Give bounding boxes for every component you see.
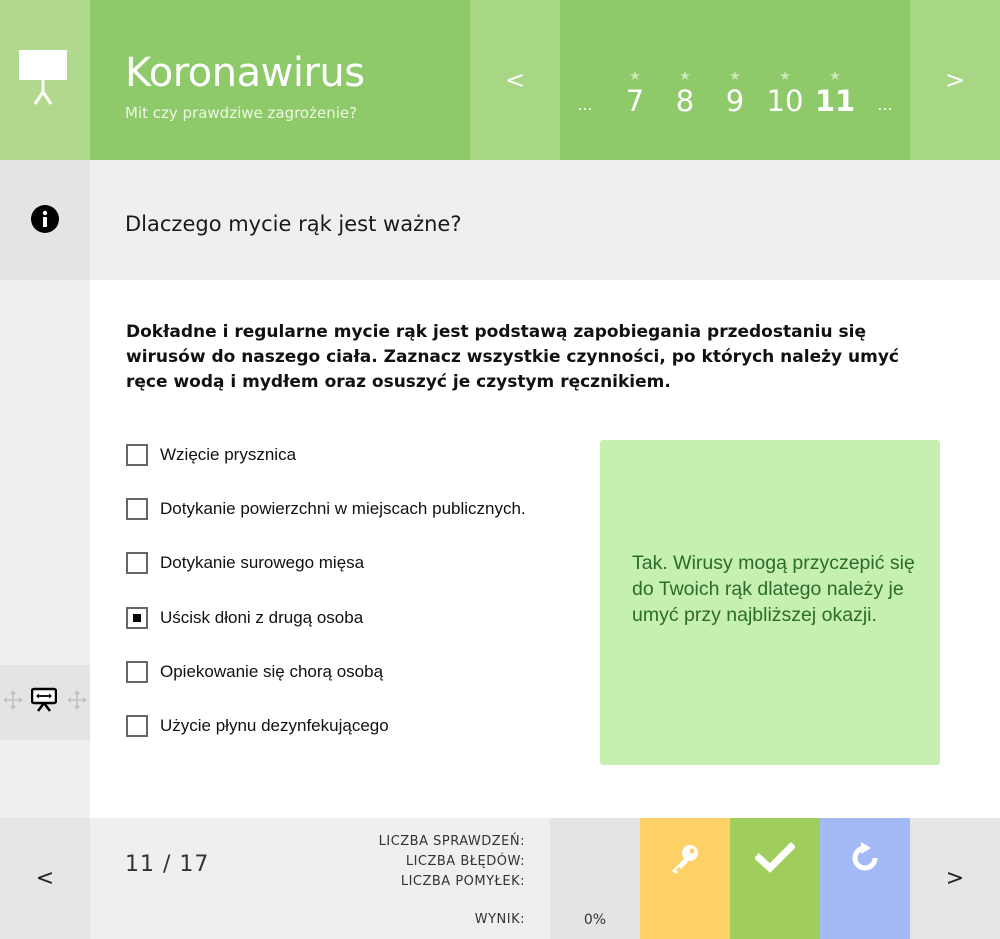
question-title: Dlaczego mycie rąk jest ważne? xyxy=(125,212,462,236)
score-value: 0% xyxy=(583,912,607,928)
answer-option[interactable]: Opiekowanie się chorą osobą xyxy=(126,658,383,686)
page-7[interactable]: ★ 7 xyxy=(610,70,660,118)
move-icon[interactable] xyxy=(67,690,87,710)
reset-icon xyxy=(847,840,883,876)
feedback-text: Tak. Wirusy mogą przyczepić się do Twoich rąk dlatego należy je umyć przy najbliższej okazji. xyxy=(632,552,915,626)
feedback-panel xyxy=(600,440,940,765)
check-answer-button[interactable] xyxy=(730,818,820,939)
checkbox[interactable] xyxy=(126,715,148,737)
page-10[interactable]: ★ 10 xyxy=(760,70,810,118)
app-title: Koronawirus xyxy=(125,50,365,96)
move-icon[interactable] xyxy=(3,690,23,710)
checkmark-icon xyxy=(755,842,795,874)
star-icon: ★ xyxy=(779,69,791,84)
question-bar xyxy=(90,160,1000,280)
info-panel xyxy=(0,160,90,280)
question-instruction: Dokładne i regularne mycie rąk jest podstawą zapobiegania przedostaniu się wirusów do naszego ciała. Zaznacz wszystkie czynności, po których należy umyć ręce wodą i mydłem oraz osuszyć je czystym ręcznikiem. xyxy=(126,322,899,392)
question-prev-button[interactable]: < xyxy=(0,818,90,939)
page-next-button[interactable]: > xyxy=(910,0,1000,160)
checkbox[interactable] xyxy=(126,498,148,520)
reset-button[interactable] xyxy=(820,818,910,939)
footer xyxy=(0,818,1000,939)
score-box xyxy=(550,818,640,939)
answer-option[interactable]: Uścisk dłoni z drugą osoba xyxy=(126,604,363,632)
answer-option[interactable]: Użycie płynu dezynfekującego xyxy=(126,712,389,740)
score-label: WYNIK: xyxy=(474,912,525,927)
stat-checks-label: LICZBA SPRAWDZEŃ: xyxy=(378,834,525,849)
checkbox-checked[interactable] xyxy=(126,607,148,629)
key-icon xyxy=(668,841,702,875)
page-ellipsis-left[interactable]: ... xyxy=(560,70,610,122)
star-icon: ★ xyxy=(729,69,741,84)
question-next-button[interactable]: > xyxy=(910,818,1000,939)
checkbox[interactable] xyxy=(126,552,148,574)
star-icon: ★ xyxy=(629,69,641,84)
page-9[interactable]: ★ 9 xyxy=(710,70,760,118)
stats-labels xyxy=(330,832,525,892)
tools-panel xyxy=(0,665,90,740)
star-icon: ★ xyxy=(829,69,841,84)
presentation-toggle-icon[interactable] xyxy=(31,687,57,713)
left-rail xyxy=(0,160,90,818)
star-icon xyxy=(560,70,610,84)
page-ellipsis-right[interactable]: ... xyxy=(860,70,910,122)
star-icon: ★ xyxy=(679,69,691,84)
page-8[interactable]: ★ 8 xyxy=(660,70,710,118)
logo-panel xyxy=(0,0,90,160)
question-counter: 11 / 17 xyxy=(125,852,210,877)
page-pagination xyxy=(560,0,910,160)
answer-option[interactable]: Wzięcie prysznica xyxy=(126,441,296,469)
checkbox[interactable] xyxy=(126,661,148,683)
app-subtitle: Mit czy prawdziwe zagrożenie? xyxy=(125,104,358,122)
answer-option[interactable]: Dotykanie surowego mięsa xyxy=(126,549,364,577)
checkbox[interactable] xyxy=(126,444,148,466)
page-prev-button[interactable]: < xyxy=(470,0,560,160)
stat-mistakes-label: LICZBA POMYŁEK: xyxy=(400,874,525,889)
presentation-board-icon xyxy=(18,48,70,106)
star-icon xyxy=(860,70,910,84)
show-answer-button[interactable] xyxy=(640,818,730,939)
stat-errors-label: LICZBA BŁĘDÓW: xyxy=(405,854,525,869)
header xyxy=(0,0,1000,160)
question-content xyxy=(90,280,1000,818)
page-11-current[interactable]: ★ 11 xyxy=(810,70,860,118)
answer-option[interactable]: Dotykanie powierzchni w miejscach publicznych. xyxy=(126,495,526,523)
info-icon[interactable] xyxy=(31,205,59,233)
